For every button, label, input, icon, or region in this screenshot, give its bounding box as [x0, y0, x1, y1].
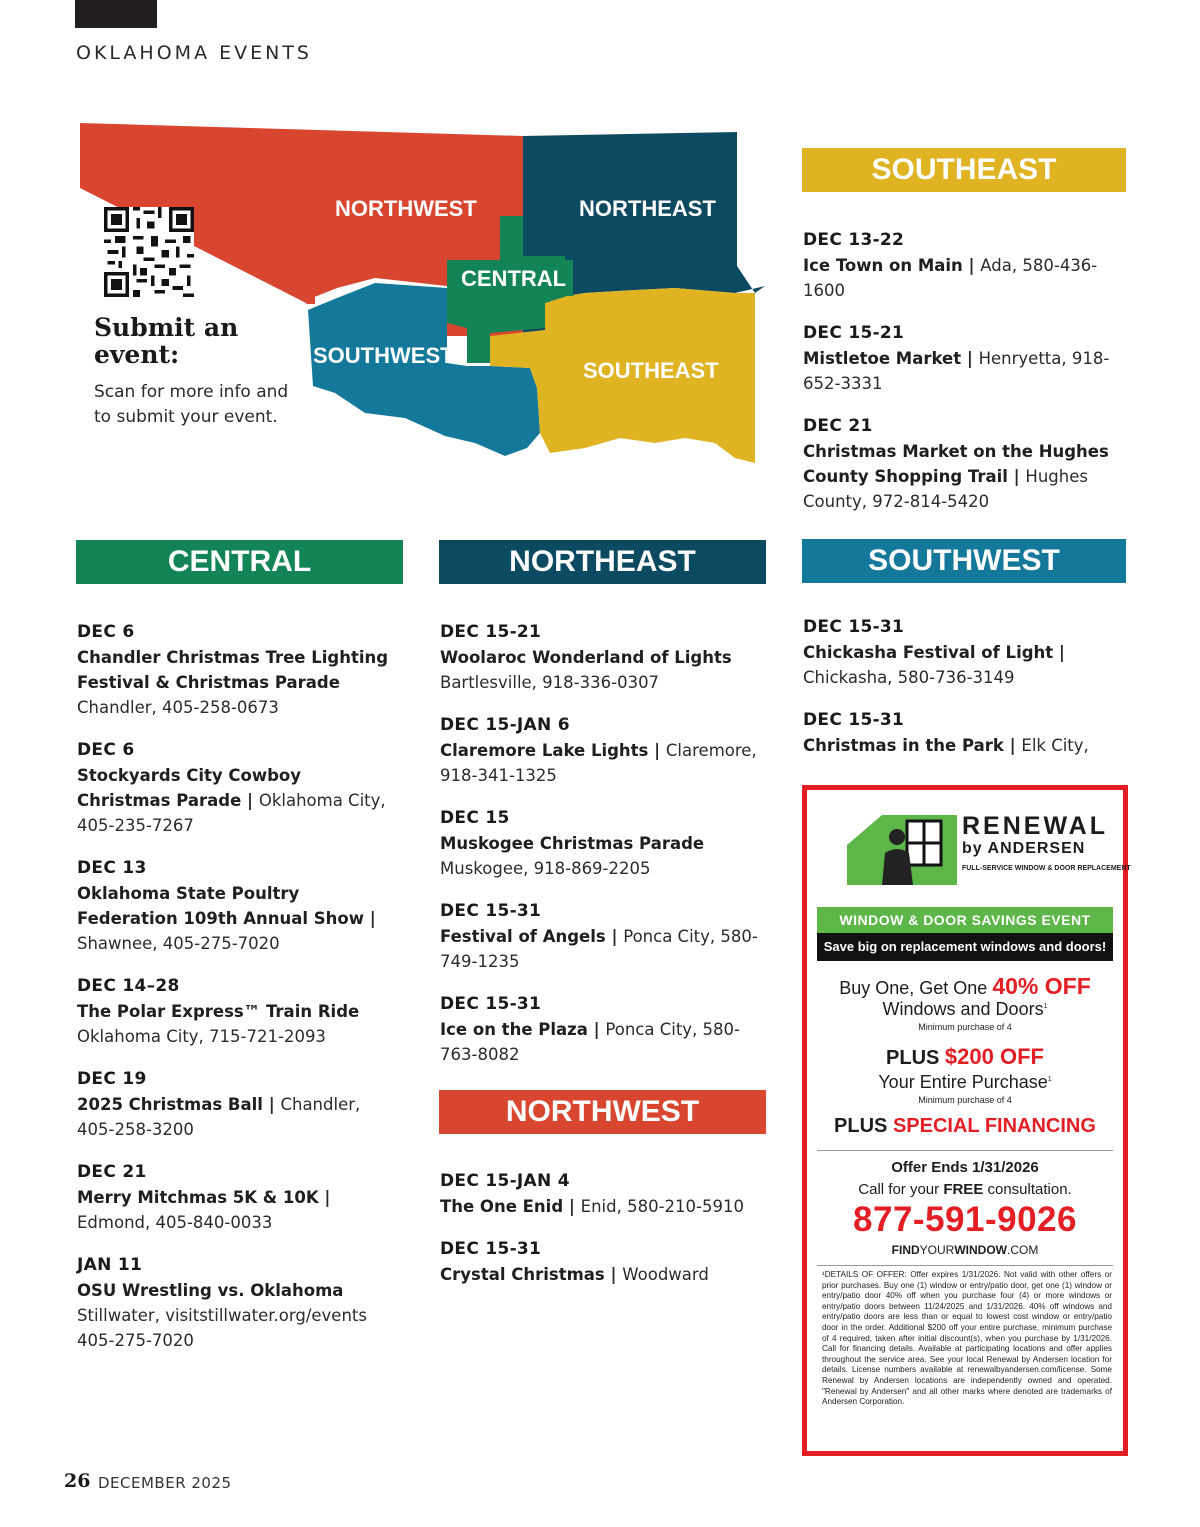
event-separator: | [1007, 467, 1026, 486]
submit-event-title [94, 314, 238, 368]
ad-offer1-highlight: 40% OFF [992, 973, 1091, 999]
map-label-northwest: NORTHWEST [335, 196, 477, 221]
event-date: DEC 15-JAN 4 [440, 1171, 570, 1191]
event-date: DEC 15-31 [803, 710, 905, 730]
event-separator: | [563, 1197, 581, 1216]
event-title: 2025 Christmas Ball [77, 1095, 263, 1114]
event-body [440, 1017, 760, 1067]
ad-website[interactable] [817, 1243, 1113, 1257]
event-date: DEC 15-21 [803, 323, 905, 343]
event-item [803, 414, 1128, 514]
event-body [803, 253, 1128, 303]
event-title: The Polar Express™ Train Ride [77, 1002, 360, 1021]
events-southeast [803, 228, 1128, 532]
ad-call-suffix: consultation. [983, 1181, 1072, 1198]
ad-event-banner: WINDOW & DOOR SAVINGS EVENT [817, 907, 1113, 933]
ad-offer1-prefix: Buy One, Get One [839, 978, 993, 998]
heading-central-label: CENTRAL [167, 545, 312, 578]
map-label-central: CENTRAL [461, 266, 567, 291]
event-date: DEC 6 [77, 622, 135, 642]
events-northeast [440, 620, 760, 1085]
event-body [77, 1278, 397, 1353]
event-details: Elk City, [1021, 736, 1089, 755]
event-title: Christmas in the Park [803, 736, 1004, 755]
issue-date: DECEMBER 2025 [98, 1474, 232, 1492]
event-details: Hughes County, 972-814-5420 [803, 467, 1088, 511]
event-title: Merry Mitchmas 5K & 10K [77, 1188, 319, 1207]
event-separator: | [605, 927, 624, 946]
ad-website-window: WINDOW [954, 1243, 1007, 1257]
event-body [440, 831, 760, 881]
event-date: DEC 15-31 [803, 617, 905, 637]
ad-brand-sub: by ANDERSEN [962, 840, 1086, 857]
event-details: Woodward [622, 1265, 709, 1284]
events-central [77, 620, 397, 1371]
event-body [77, 763, 397, 838]
event-body [803, 346, 1128, 396]
event-title: Woolaroc Wonderland of Lights [440, 648, 732, 667]
event-item [803, 708, 1128, 758]
event-item [803, 321, 1128, 396]
event-body [77, 1092, 397, 1142]
ad-logo [847, 810, 1131, 890]
event-separator: | [318, 1188, 331, 1207]
event-date: DEC 6 [77, 740, 135, 760]
event-date: JAN 11 [77, 1255, 143, 1275]
event-separator: | [961, 349, 979, 368]
event-separator: | [604, 1265, 623, 1284]
event-separator: | [962, 256, 981, 275]
ad-offer3-prefix: PLUS [834, 1115, 893, 1137]
event-date: DEC 15 [440, 808, 510, 828]
event-details: Ada, 580-436-1600 [803, 256, 1098, 300]
submit-title-line1: Submit an [94, 313, 239, 342]
event-details: Chandler, 405-258-0673 [77, 698, 279, 717]
ad-call-prefix: Call for your [858, 1181, 944, 1198]
event-details: Ponca City, 580-749-1235 [440, 927, 758, 971]
submit-title-line2: event: [94, 340, 180, 369]
ad-offer2-highlight: $200 OFF [944, 1044, 1044, 1069]
ad-offer-ends: Offer Ends 1/31/2026 [891, 1159, 1039, 1176]
event-item [440, 899, 760, 974]
renewal-andersen-ad[interactable] [802, 785, 1131, 1456]
event-date: DEC 15-31 [440, 1239, 542, 1259]
submit-event-text: Scan for more info and to submit your event. [94, 382, 289, 427]
event-item [440, 1237, 760, 1287]
event-item [803, 615, 1128, 690]
event-separator: | [587, 1020, 606, 1039]
event-body [803, 439, 1128, 514]
event-separator: | [648, 741, 666, 760]
event-date: DEC 15-31 [440, 901, 542, 921]
ad-offer2-prefix: PLUS [886, 1047, 945, 1069]
event-details: Stillwater, visitstillwater.org/events 405-275-7020 [77, 1306, 367, 1350]
event-body [803, 733, 1128, 758]
ad-offer1-min: Minimum purchase of 4 [918, 1022, 1012, 1032]
event-details: Bartlesville, 918-336-0307 [440, 673, 660, 692]
event-title: Chickasha Festival of Light [803, 643, 1054, 662]
ad-fineprint-rule [817, 1265, 1113, 1266]
event-details: Henryetta, 918-652-3331 [803, 349, 1110, 393]
events-southwest [803, 615, 1128, 776]
ad-website-com: .COM [1006, 1243, 1039, 1257]
ad-offer1-line2: Windows and Doors$^1$ [882, 999, 1048, 1019]
event-item [77, 1253, 397, 1353]
event-details: Edmond, 405-840-0033 [77, 1213, 273, 1232]
section-label: OKLAHOMA EVENTS [76, 42, 312, 64]
ad-website-find: FIND [891, 1243, 920, 1257]
ad-offer3 [817, 1115, 1113, 1138]
qr-code[interactable] [104, 207, 194, 297]
event-item [77, 1067, 397, 1142]
map-label-southwest: SOUTHWEST [313, 343, 454, 368]
event-separator: | [241, 791, 259, 810]
ad-website-your: YOUR [919, 1243, 955, 1257]
heading-northeast [439, 540, 766, 584]
event-item [77, 738, 397, 838]
ad-fine-print: ¹DETAILS OF OFFER: Offer expires 1/31/2026. Not valid with other offers or prior purchases. Buy one (1) window or entry/patio door, get one (1) window or entry/patio door 40% off when you purchase four (4) or more windows or entry/patio doors between 11/24/2025 and 1/31/2026. 40% off windows and entry/patio doors are less than or equal to lowest cost window or entry/patio door in the order. Additional $200 off your entire purchase, minimum purchase of 4 required, taken after initial discount(s), when you purchase by 1/31/2026. Call for financing details. Available at participating locations and offer applies throughout the service area. See your local Renewal by Andersen location for details. License numbers available at renewalbyandersen.com/license. Some Renewal by Andersen locations are independently owned and operated. "Renewal by Andersen" and all other marks where denoted are trademarks of Andersen Corporation. [822, 1270, 1112, 1407]
event-details: Chandler, 405-258-3200 [77, 1095, 361, 1139]
heading-northwest [439, 1090, 766, 1134]
event-body [77, 881, 397, 956]
ad-offer1 [817, 973, 1113, 1000]
event-body [77, 999, 397, 1049]
event-details: Oklahoma City, 715-721-2093 [77, 1027, 326, 1046]
ad-offer2 [817, 1044, 1113, 1070]
event-date: DEC 19 [77, 1069, 147, 1089]
events-northwest [440, 1169, 760, 1305]
ad-call-text [817, 1181, 1113, 1198]
heading-southeast-label: SOUTHEAST [871, 153, 1057, 186]
event-item [77, 974, 397, 1049]
event-details: Claremore, 918-341-1325 [440, 741, 757, 785]
event-item [440, 992, 760, 1067]
event-title: Muskogee Christmas Parade [440, 834, 705, 853]
event-separator: | [1053, 643, 1065, 662]
event-details: Chickasha, 580-736-3149 [803, 668, 1015, 687]
heading-southwest-label: SOUTHWEST [868, 544, 1060, 577]
event-body [440, 924, 760, 974]
event-title: Oklahoma State Poultry Federation 109th Annual Show [77, 884, 365, 928]
event-item [77, 856, 397, 956]
event-separator: | [1003, 736, 1022, 755]
ad-offer2-min: Minimum purchase of 4 [918, 1095, 1012, 1105]
event-body [803, 640, 1128, 690]
event-title: Stockyards City Cowboy Christmas Parade [77, 766, 302, 810]
ad-phone-number[interactable]: 877-591-9026 [853, 1200, 1077, 1239]
event-title: Claremore Lake Lights [440, 741, 649, 760]
event-item [77, 1160, 397, 1235]
event-details: Shawnee, 405-275-7020 [77, 934, 280, 953]
event-item [803, 228, 1128, 303]
map-label-southeast: SOUTHEAST [583, 358, 719, 383]
header-tab-block [75, 0, 157, 28]
event-title: Ice on the Plaza [440, 1020, 588, 1039]
event-title: Mistletoe Market [803, 349, 962, 368]
event-date: DEC 15-21 [440, 622, 542, 642]
event-title: Christmas Market on the Hughes County Shopping Trail [803, 442, 1109, 486]
event-separator: | [364, 909, 376, 928]
event-item [440, 713, 760, 788]
ad-divider [817, 1150, 1113, 1151]
event-body [77, 645, 397, 720]
event-item [440, 620, 760, 695]
ad-brand-name: RENEWAL [962, 812, 1108, 840]
event-date: DEC 21 [77, 1162, 147, 1182]
page-number: 26 [64, 1470, 91, 1492]
ad-call-free: FREE [943, 1181, 984, 1198]
event-title: The One Enid [440, 1197, 564, 1216]
window-installer-icon [847, 815, 957, 885]
event-body [77, 1185, 397, 1235]
event-date: DEC 21 [803, 416, 873, 436]
event-item [440, 806, 760, 881]
event-date: DEC 15-JAN 6 [440, 715, 570, 735]
map-label-northeast: NORTHEAST [579, 196, 716, 221]
event-body [440, 645, 760, 695]
event-date: DEC 13-22 [803, 230, 905, 250]
heading-southeast [802, 148, 1126, 192]
heading-central [76, 540, 403, 584]
event-item [440, 1169, 760, 1219]
ad-brand-tagline: FULL-SERVICE WINDOW & DOOR REPLACEMENT [962, 865, 1131, 872]
event-title: Ice Town on Main [803, 256, 963, 275]
event-details: Oklahoma City, 405-235-7267 [77, 791, 386, 835]
event-title: Chandler Christmas Tree Lighting Festival & Christmas Parade [77, 648, 389, 692]
ad-subbanner: Save big on replacement windows and doors! [817, 933, 1113, 961]
event-item [77, 620, 397, 720]
event-details: Ponca City, 580-763-8082 [440, 1020, 741, 1064]
event-title: Festival of Angels [440, 927, 606, 946]
event-title: Crystal Christmas [440, 1265, 605, 1284]
ad-offer2-line2-text: Your Entire Purchase [878, 1072, 1048, 1092]
ad-offer3-highlight: SPECIAL FINANCING [892, 1115, 1096, 1137]
event-date: DEC 15-31 [440, 994, 542, 1014]
ad-offer2-line2: Your Entire Purchase$^1$ [878, 1072, 1052, 1092]
event-separator: | [262, 1095, 281, 1114]
event-title: OSU Wrestling vs. Oklahoma [77, 1281, 344, 1300]
event-details: Muskogee, 918-869-2205 [440, 859, 651, 878]
heading-northwest-label: NORTHWEST [505, 1095, 700, 1128]
event-body [440, 1194, 760, 1219]
event-date: DEC 14–28 [77, 976, 180, 996]
ad-offer1-line2-text: Windows and Doors [882, 999, 1044, 1019]
heading-southwest [802, 539, 1126, 583]
event-details: Enid, 580-210-5910 [580, 1197, 744, 1216]
event-body [440, 1262, 760, 1287]
event-body [440, 738, 760, 788]
event-date: DEC 13 [77, 858, 147, 878]
heading-northeast-label: NORTHEAST [509, 545, 696, 578]
